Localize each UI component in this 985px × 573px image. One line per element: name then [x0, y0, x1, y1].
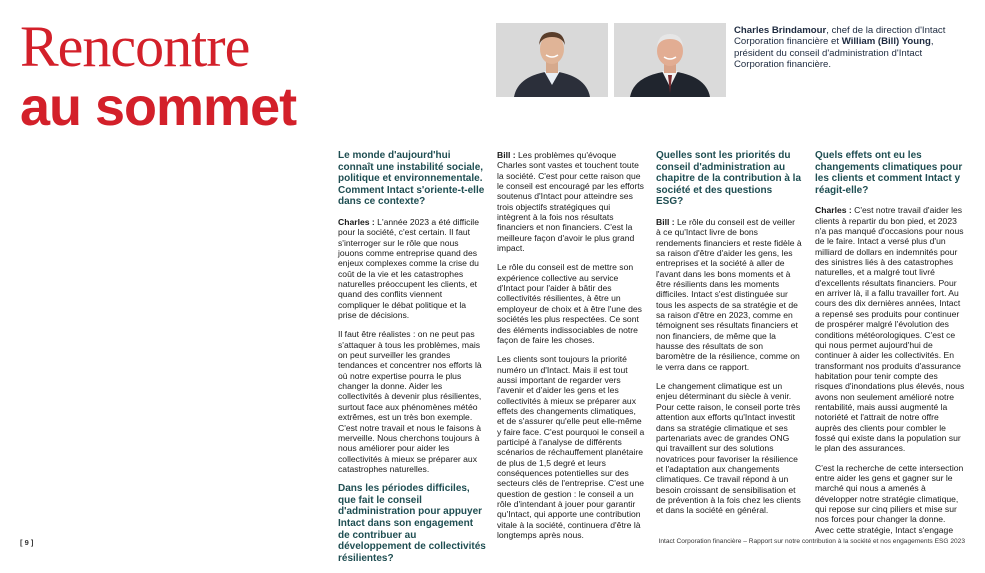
answer-text: C'est notre travail d'aider les clients à repartir du bon pied, et 2023 n'a pas manqué d'occasions pour nous de le faire. Intact a versé plus d'un milliard de dollars en indemnités pour des sinistres liés à des catastrophes naturelles, et a malgré tout livré d'excellents résultats financiers. Pour en arriver là, il a fallu travailler fort. Au cours des dix dernières années, Intact a repensé ses produits pour continuer de prospérer malgré l'évolution des conditions météorologiques. C'est ce qui nous permet aujourd'hui de continuer à aider les collectivités. En transformant nos produits d'assurance habitation pour tenir compte des risques d'inondations plus élevés, nous avons non seulement amélioré notre rentabilité, mais aussi augmenté la notoriété et l'attrait de notre offre auprès des clients pour combler le fossé qui existe dans la population sur le plan des assurances. — [815, 205, 965, 454]
column-4 — [815, 150, 965, 544]
answer-paragraph — [497, 150, 645, 253]
photo-caption — [734, 25, 959, 71]
question-heading: Quelles sont les priorités du conseil d'administration au chapitre de la contribution à la société et des questions ESG? — [656, 150, 802, 208]
answer-text: Les problèmes qu'évoque Charles sont vastes et touchent toute la société. C'est pour cette raison que le conseil est encouragé par les efforts soutenus d'Intact pour atteindre ses trois objectifs stratégiques qui intègrent à la fois nos résultats financiers et non financiers. C'est la meilleure façon d'avoir le plus grand impact. — [497, 150, 644, 254]
page-title-line1: Rencontre — [20, 14, 250, 79]
page-number: [ 9 ] — [20, 538, 34, 547]
portrait-william-young — [614, 23, 726, 97]
caption-text-1: , chef de la direction d'Intact Corporation financière et — [734, 25, 946, 48]
caption-text-2: , président du conseil d'administration d'Intact Corporation financière. — [734, 36, 934, 71]
answer-paragraph — [338, 217, 486, 320]
portrait-charles-brindamour — [496, 23, 608, 97]
caption-name-charles: Charles Brindamour — [734, 25, 827, 36]
answer-paragraph: Le changement climatique est un enjeu déterminant du siècle à venir. Pour cette raison, le conseil porte très attention aux efforts qu'Intact investit dans sa stratégie climatique et ses partenariats avec de grandes ONG qui travaillent sur des solutions novatrices pour favoriser la résilience et l'adaptation aux changements climatiques. Ce travail répond à un besoin croissant de sensibilisation et de prévention à la fois chez les clients et dans la société en général. — [656, 381, 801, 516]
caption-name-bill: William (Bill) Young — [841, 36, 931, 48]
column-2 — [497, 150, 645, 549]
answer-paragraph: Il faut être réalistes : on ne peut pas s'attaquer à tous les problèmes, mais on peut surveiller les grandes tendances et concentrer nos efforts là où notre expertise pourra le plus changer la donne. Aider les collectivités à devenir plus résilientes, surtout face aux phénomènes météo extrêmes, est un très bon exemple. C'est notre travail et nous le faisons à merveille. Nous cherchons toujours à nous améliorer pour aider les collectivités à mieux se préparer aux catastrophes naturelles. — [338, 329, 482, 474]
page-title-line2: au sommet — [20, 77, 297, 137]
portrait-william-young-image — [614, 23, 726, 97]
column-1 — [338, 150, 486, 573]
speaker-label: Bill : — [497, 150, 516, 160]
speaker-label: Bill : — [656, 216, 675, 227]
footer-text: Intact Corporation financière – Rapport sur notre contribution à la société et nos engagements ESG 2023 — [658, 538, 965, 545]
portrait-charles-brindamour-image — [496, 23, 608, 97]
page-title — [20, 14, 297, 137]
speaker-label: Charles : — [338, 216, 375, 227]
question-heading: Le monde d'aujourd'hui connaît une instabilité sociale, politique et environnementale. Comment Intact s'oriente-t-elle dans ce contexte? — [338, 150, 485, 208]
question-heading: Quels effets ont eu les changements climatiques pour les clients et comment Intact y réagit-elle? — [815, 150, 963, 196]
column-3 — [656, 150, 802, 525]
answer-paragraph: Les clients sont toujours la priorité numéro un d'Intact. Mais il est tout aussi important de regarder vers l'avenir et d'aider les gens et les collectivités à mieux se préparer aux effets des changements climatiques, et de s'assurer qu'elle peut elle-même y faire face. C'est pourquoi le conseil a participé à l'analyse de différents scénarios de réchauffement planétaire de plus de 1,5 degré et leurs conséquences potentielles sur des secteurs clés de l'entreprise. C'est une question de gestion : le conseil a un rôle d'intendant à jouer pour garantir qu'Intact, qui apporte une contribution vitale à la société, continuera d'être là longtemps après nous. — [497, 354, 645, 541]
answer-text: Le rôle du conseil est de veiller à ce qu'Intact livre de bons rendements financiers et reste fidèle à sa raison d'être d'aider les gens, les entreprises et la société à aller de l'avant dans les bons moments et à être résilients dans les moments difficiles. Intact s'est distinguée sur tous les aspects de sa stratégie et de sa raison d'être en 2023, comme en témoignent ses résultats financiers et non financiers, de même que la hausse des résultats de son baromètre de la résilience, comme on le verra dans ce rapport. — [656, 216, 802, 372]
answer-paragraph: Le rôle du conseil est de mettre son expérience collective au service d'Intact pour l'aider à bâtir des collectivités résilientes, à être un employeur de choix et à être l'une des sociétés les plus respectées. Ce sont des éléments indissociables de notre façon de faire les choses. — [497, 262, 642, 345]
answer-paragraph — [656, 217, 802, 372]
speaker-label: Charles : — [815, 205, 852, 216]
answer-paragraph — [815, 205, 965, 453]
question-heading: Dans les périodes difficiles, que fait le conseil d'administration pour appuyer Intact dans son engagement de contribuer au développement de collectivités résilientes? — [338, 483, 486, 564]
answer-paragraph: C'est la recherche de cette intersection entre aider les gens et gagner sur le marché qui nous a amenés à développer notre stratégie climatique, qui repose sur cinq piliers et mise sur nos forces pour changer la donne. Avec cette stratégie, Intact s'engage — [815, 462, 964, 535]
answer-text: L'année 2023 a été difficile pour la société, c'est certain. Il faut s'interroger sur le rôle que nous jouons comme entreprise quand des enjeux complexes comme la crise du coût de la vie et les catastrophes naturelles préoccupent les clients, et quand des conflits viennent compliquer le débat politique et la prise de décisions. — [338, 216, 479, 321]
